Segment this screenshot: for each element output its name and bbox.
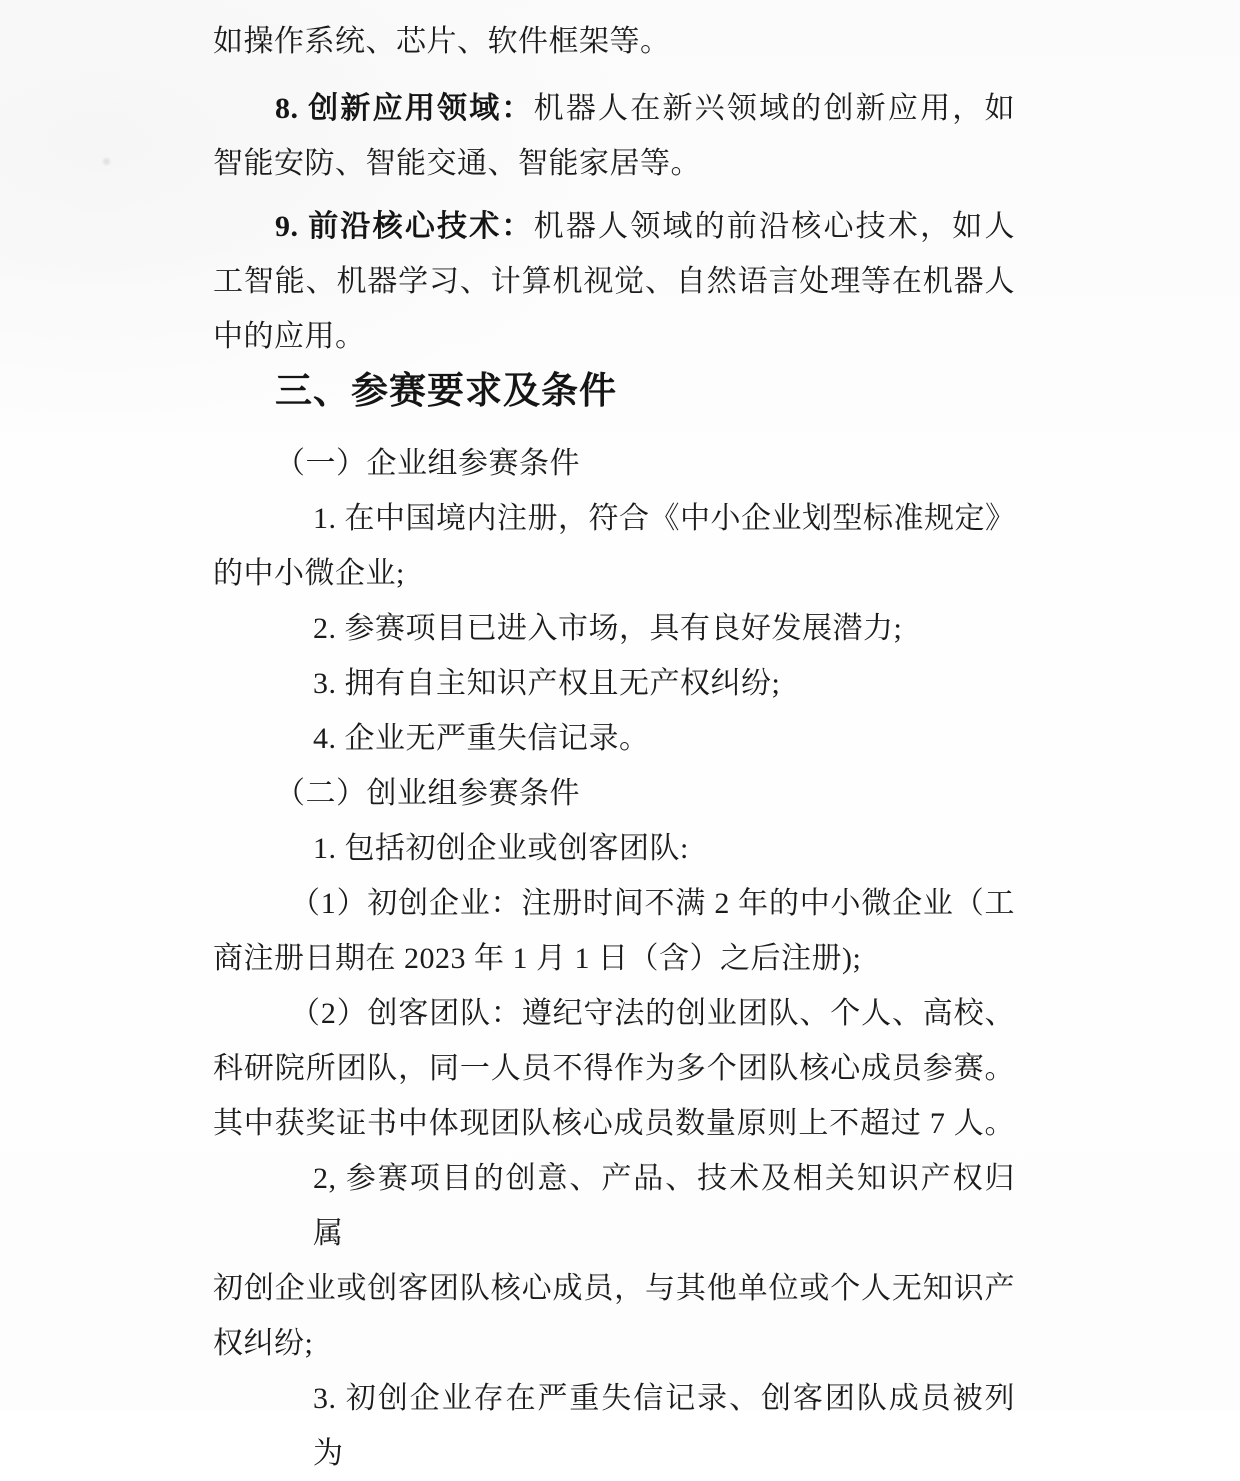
text-segment: 机器人在新兴领域的创新应用，如 (533, 92, 1016, 125)
text-line (213, 254, 1015, 309)
text-line (213, 546, 1015, 601)
text-line (213, 1261, 1015, 1316)
text-line (213, 1371, 1015, 1481)
text-segment: 3. 初创企业存在严重失信记录、创客团队成员被列为 (313, 1382, 1015, 1470)
text-line (213, 436, 1015, 491)
text-segment: （二）创业组参赛条件 (275, 777, 580, 810)
text-segment: 初创企业或创客团队核心成员，与其他单位或个人无知识产 (213, 1272, 1015, 1305)
text-segment: 权纠纷; (213, 1327, 314, 1360)
bold-text-segment: 9. 前沿核心技术： (275, 210, 534, 243)
text-line (213, 1316, 1015, 1371)
text-line (213, 656, 1015, 711)
document-text (213, 14, 1015, 1481)
text-line (213, 14, 1015, 69)
text-line (213, 711, 1015, 766)
bold-text-segment: 三、参赛要求及条件 (275, 371, 617, 412)
text-line (213, 766, 1015, 821)
text-segment: 4. 企业无严重失信记录。 (313, 722, 650, 755)
text-segment: 其中获奖证书中体现团队核心成员数量原则上不超过 7 人。 (213, 1107, 1015, 1140)
text-segment: 1. 在中国境内注册，符合《中小企业划型标准规定》 (313, 502, 1016, 535)
text-segment: （1）初创企业：注册时间不满 2 年的中小微企业（工 (290, 887, 1015, 920)
text-line (213, 931, 1015, 986)
text-line (213, 601, 1015, 656)
text-segment: 工智能、机器学习、计算机视觉、自然语言处理等在机器人 (213, 265, 1015, 298)
text-segment: 1. 包括初创企业或创客团队: (313, 832, 689, 865)
text-segment: 3. 拥有自主知识产权且无产权纠纷; (313, 667, 781, 700)
text-line (213, 1096, 1015, 1151)
text-segment: （一）企业组参赛条件 (275, 447, 580, 480)
text-segment: 智能安防、智能交通、智能家居等。 (213, 147, 701, 180)
text-line (213, 136, 1015, 191)
text-line (213, 1041, 1015, 1096)
text-line (213, 309, 1015, 364)
text-segment: 的中小微企业; (213, 557, 405, 590)
text-segment: 机器人领域的前沿核心技术，如人 (533, 210, 1016, 243)
text-segment: 2. 参赛项目已进入市场，具有良好发展潜力; (313, 612, 903, 645)
text-line (213, 876, 1015, 931)
text-line (213, 1151, 1015, 1261)
text-segment: 如操作系统、芯片、软件框架等。 (213, 25, 671, 58)
text-line (213, 821, 1015, 876)
text-line (213, 986, 1015, 1041)
text-line (213, 199, 1015, 254)
section-heading (213, 364, 1015, 419)
text-segment: 科研院所团队，同一人员不得作为多个团队核心成员参赛。 (213, 1052, 1015, 1085)
text-line (213, 81, 1015, 136)
bold-text-segment: 8. 创新应用领域： (275, 92, 534, 125)
text-segment: （2）创客团队：遵纪守法的创业团队、个人、高校、 (290, 997, 1015, 1030)
text-segment: 2, 参赛项目的创意、产品、技术及相关知识产权归属 (313, 1162, 1015, 1250)
text-segment: 中的应用。 (213, 320, 366, 353)
text-segment: 商注册日期在 2023 年 1 月 1 日（含）之后注册); (213, 942, 862, 975)
scan-artifact-dot (103, 158, 110, 165)
text-line (213, 491, 1015, 546)
